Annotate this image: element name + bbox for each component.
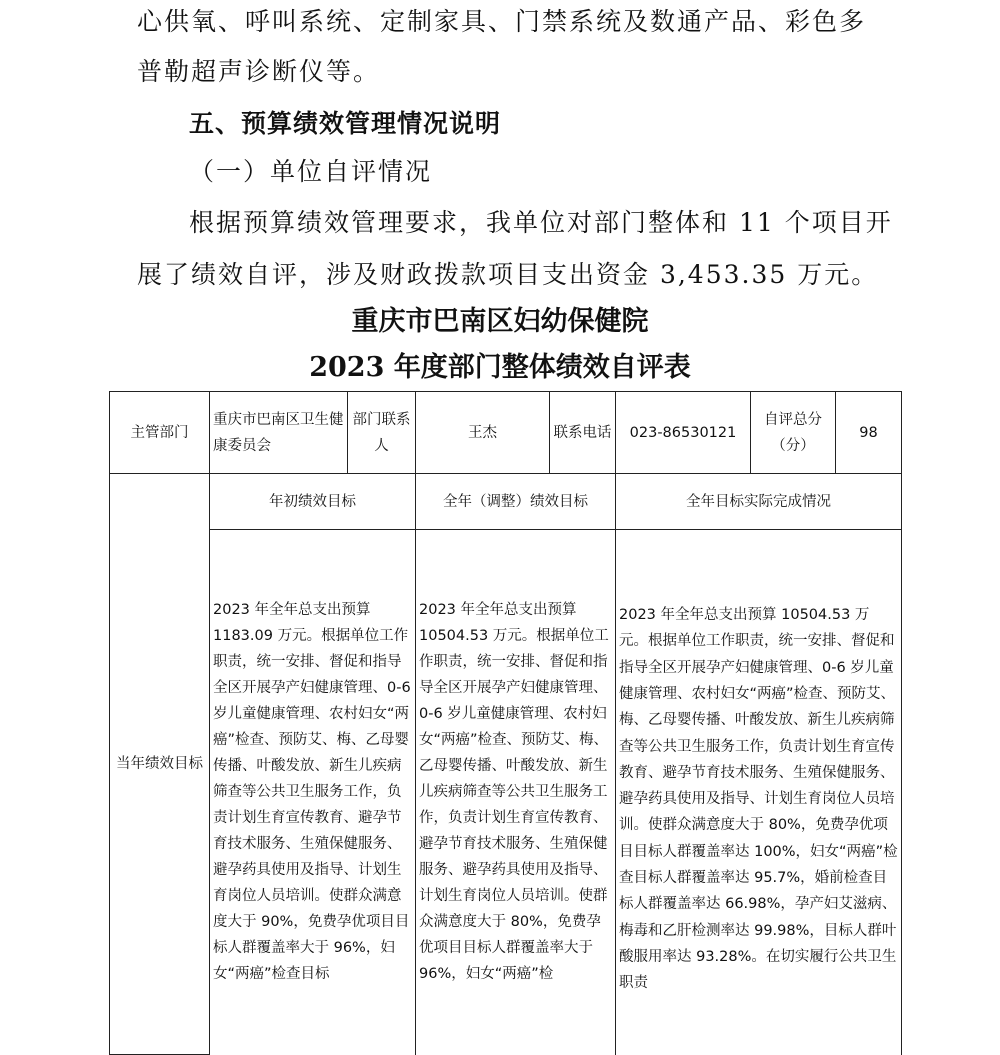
adjusted-goal-text: 2023 年全年总支出预算 10504.53 万元。根据单位工作职责，统一安排、督促和指导全区开展孕产妇健康管理、0-6 岁儿童健康管理、农村妇女“两癌”检查、预防艾、梅、乙母婴传播、叶酸发放、新生儿疾病筛查等公共卫生服务工作，负责计划生育宣传教育、避孕节育技术服务、生殖保健服务、避孕药具使用及指导、计划生育岗位人员培训。使群众满意度大于 80%，免费孕优项目目标人群覆盖率大于 96%，妇女“两癌”检 bbox=[416, 530, 616, 1055]
performance-table bbox=[109, 391, 902, 1055]
body-line-2: 普勒超声诊断仪等。 bbox=[137, 57, 381, 86]
initial-goal-text: 2023 年全年总支出预算 1183.09 万元。根据单位工作职责，统一安排、督促和指导全区开展孕产妇健康管理、0-6 岁儿童健康管理、农村妇女“两癌”检查、预防艾、梅、乙母婴传播、叶酸发放、新生儿疾病筛查等公共卫生服务工作，负责计划生育宣传教育、避孕节育技术服务、生殖保健服务、避孕药具使用及指导、计划生育岗位人员培训。使群众满意度大于 90%，免费孕优项目目标人群覆盖率大于 96%，妇女“两癌”检查目标 bbox=[210, 530, 416, 1055]
table-title-line-2: 2023 年度部门整体绩效自评表 bbox=[309, 352, 691, 383]
dept-value: 重庆市巴南区卫生健康委员会 bbox=[210, 392, 348, 474]
paragraph-line-2: 展了绩效自评，涉及财政拨款项目支出资金 3,453.35 万元。 bbox=[137, 260, 879, 289]
goals-label: 当年绩效目标 bbox=[110, 474, 210, 1055]
dept-label: 主管部门 bbox=[110, 392, 210, 474]
contact-label: 部门联系人 bbox=[348, 392, 416, 474]
body-line-1: 心供氧、呼叫系统、定制家具、门禁系统及数通产品、彩色多 bbox=[137, 7, 867, 36]
score-value: 98 bbox=[836, 392, 902, 474]
phone-value: 023-86530121 bbox=[616, 392, 751, 474]
col-adjusted-goal: 全年（调整）绩效目标 bbox=[416, 474, 616, 530]
col-initial-goal: 年初绩效目标 bbox=[210, 474, 416, 530]
subsection-heading-1: （一）单位自评情况 bbox=[189, 157, 433, 186]
column-header-row bbox=[110, 474, 902, 530]
table-title-line-1: 重庆市巴南区妇幼保健院 bbox=[351, 306, 649, 337]
score-label: 自评总分（分） bbox=[751, 392, 836, 474]
paragraph-line-1: 根据预算绩效管理要求，我单位对部门整体和 11 个项目开 bbox=[189, 208, 893, 237]
header-row bbox=[110, 392, 902, 474]
goals-content-row bbox=[110, 530, 902, 1055]
phone-label: 联系电话 bbox=[550, 392, 616, 474]
col-actual-completion: 全年目标实际完成情况 bbox=[616, 474, 902, 530]
actual-completion-text: 2023 年全年总支出预算 10504.53 万元。根据单位工作职责，统一安排、督促和指导全区开展孕产妇健康管理、0-6 岁儿童健康管理、农村妇女“两癌”检查、预防艾、梅、乙母婴传播、叶酸发放、新生儿疾病筛查等公共卫生服务工作，负责计划生育宣传教育、避孕节育技术服务、生殖保健服务、避孕药具使用及指导、计划生育岗位人员培训。使群众满意度大于 80%，免费孕优项目目标人群覆盖率达 100%，妇女“两癌”检查目标人群覆盖率达 95.7%，婚前检查目标人群覆盖率达 66.98%，孕产妇艾滋病、梅毒和乙肝检测率达 99.98%，目标人群叶酸服用率达 93.28%。在切实履行公共卫生职责 bbox=[616, 530, 902, 1055]
section-heading-5: 五、预算绩效管理情况说明 bbox=[189, 109, 502, 138]
contact-value: 王杰 bbox=[416, 392, 550, 474]
